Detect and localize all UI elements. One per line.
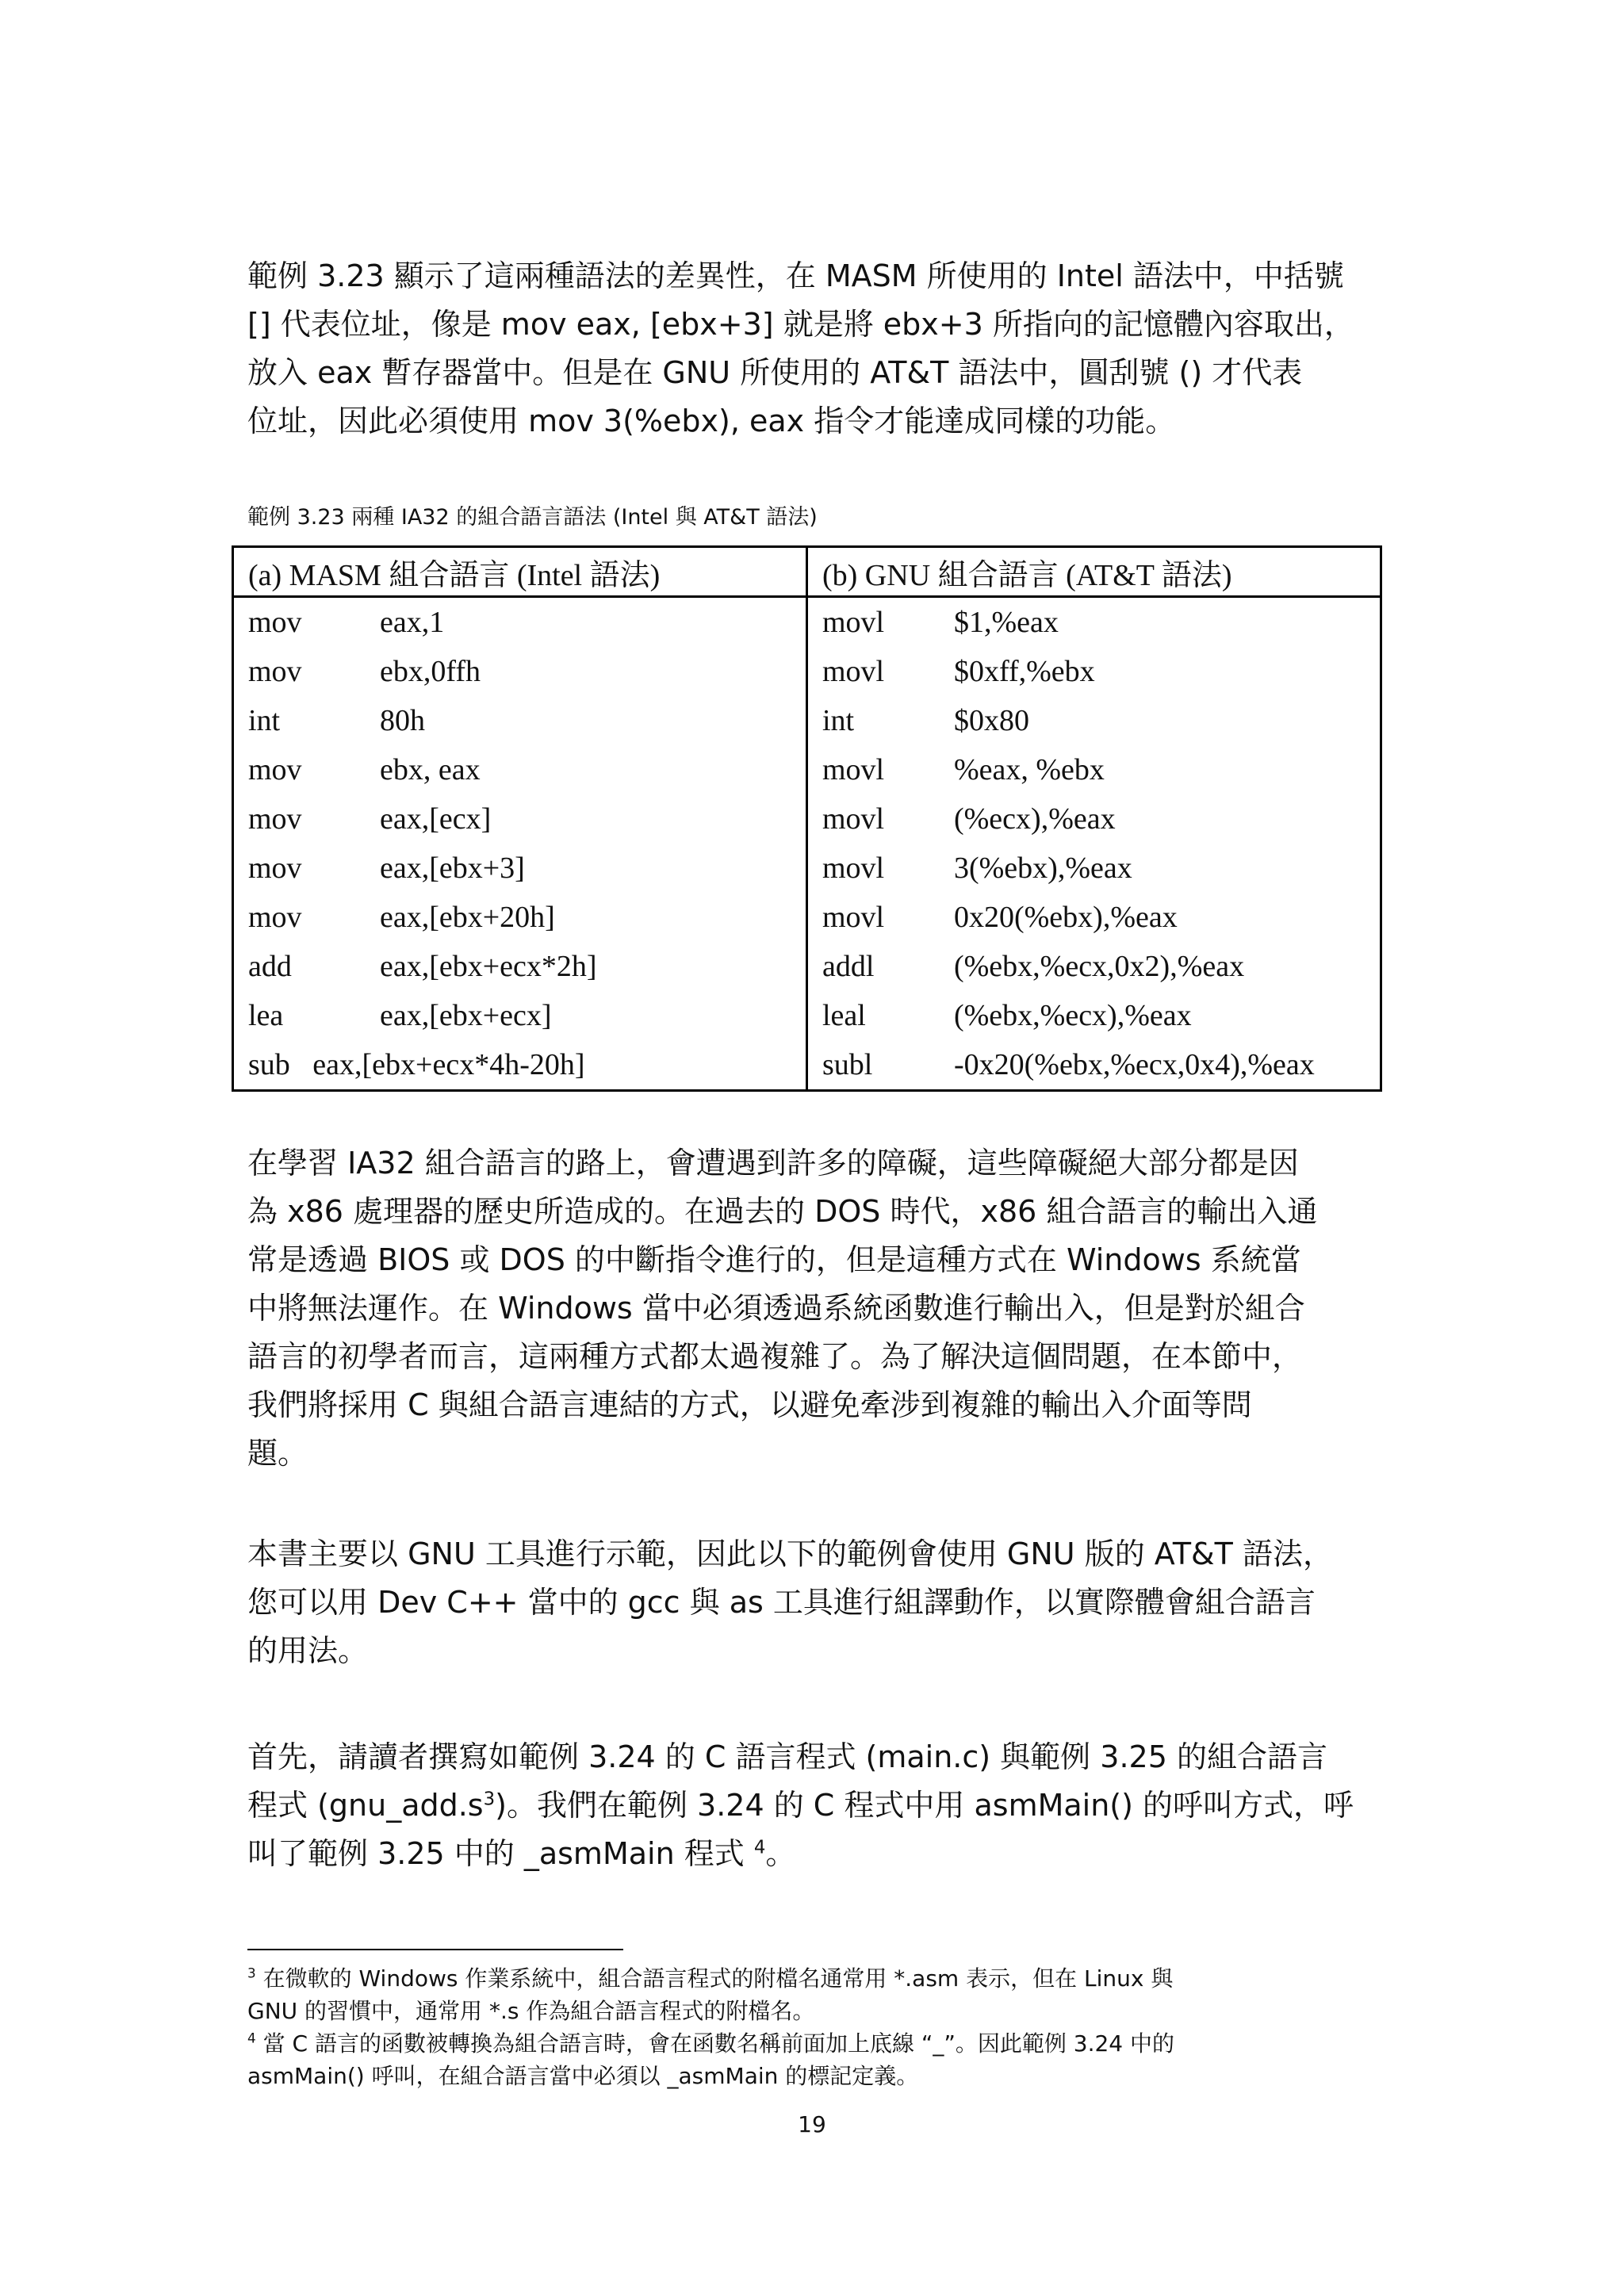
masm-cell	[233, 991, 807, 1040]
syntax-comparison-table	[232, 545, 1382, 1092]
paragraph-line: [] 代表位址，像是 mov eax, [ebx+3] 就是將 ebx+3 所指向的記憶體內容取出，	[247, 307, 1354, 342]
masm-args: ebx,0ffh	[380, 655, 481, 688]
footnote-3	[247, 1962, 1389, 2027]
table-header-row	[233, 547, 1381, 597]
paragraph-line: 首先，請讀者撰寫如範例 3.24 的 C 語言程式 (main.c) 與範例 3.25 的組合語言	[247, 1739, 1327, 1774]
text-segment: )。我們在範例 3.24 的 C 程式中用 asmMain() 的呼叫方式，呼	[495, 1788, 1354, 1823]
gnu-op: movl	[822, 606, 885, 639]
table-row	[233, 893, 1381, 942]
masm-op: add	[248, 950, 292, 983]
footnote-divider	[247, 1949, 623, 1950]
footnote-line	[247, 2027, 1389, 2060]
masm-args: eax,1	[380, 606, 445, 639]
gnu-args: 3(%ebx),%eax	[954, 851, 1132, 885]
paragraph-line: 中將無法運作。在 Windows 當中必須透過系統函數進行輸出入，但是對於組合	[247, 1291, 1305, 1326]
masm-args: eax,[ebx+3]	[380, 851, 525, 885]
gnu-args: $0xff,%ebx	[954, 655, 1095, 688]
footnote-text: 在微軟的 Windows 作業系統中，組合語言程式的附檔名通常用 *.asm 表示，但在 Linux 與	[255, 1965, 1174, 1992]
masm-op: lea	[248, 999, 284, 1032]
page-number: 19	[798, 2111, 826, 2137]
paragraph-line: 為 x86 處理器的歷史所造成的。在過去的 DOS 時代，x86 組合語言的輸出入通	[247, 1194, 1318, 1229]
masm-args: ebx, eax	[380, 753, 481, 786]
gnu-args: (%ebx,%ecx,0x2),%eax	[954, 950, 1245, 983]
paragraph-line: 常是透過 BIOS 或 DOS 的中斷指令進行的，但是這種方式在 Windows 系統當	[247, 1242, 1301, 1277]
gnu-op: int	[822, 704, 855, 737]
gnu-cell	[807, 942, 1381, 991]
masm-instruction: sub eax,[ebx+ecx*4h-20h]	[248, 1048, 585, 1081]
table-row	[233, 794, 1381, 844]
gnu-args: 0x20(%ebx),%eax	[954, 901, 1178, 934]
table-row	[233, 942, 1381, 991]
paragraph-line: 範例 3.23 顯示了這兩種語法的差異性，在 MASM 所使用的 Intel 語法中，中括號	[247, 258, 1344, 293]
masm-cell	[233, 597, 807, 648]
paragraph-syntax-difference	[247, 252, 1389, 446]
gnu-op: movl	[822, 901, 885, 934]
gnu-cell	[807, 893, 1381, 942]
gnu-op: subl	[822, 1048, 873, 1081]
footnote-mark: 3	[247, 1965, 256, 1981]
gnu-cell	[807, 1040, 1381, 1091]
gnu-op: addl	[822, 950, 875, 983]
paragraph-line: 位址，因此必須使用 mov 3(%ebx), eax 指令才能達成同樣的功能。	[247, 404, 1176, 438]
masm-op: mov	[248, 606, 302, 639]
gnu-op: movl	[822, 655, 885, 688]
paragraph-line: 題。	[247, 1436, 308, 1471]
gnu-args: (%ecx),%eax	[954, 802, 1116, 836]
masm-cell	[233, 844, 807, 893]
gnu-cell	[807, 991, 1381, 1040]
footnote-mark: 4	[247, 2030, 256, 2046]
masm-op: mov	[248, 802, 302, 836]
masm-cell	[233, 794, 807, 844]
table-row	[233, 844, 1381, 893]
paragraph-line: 您可以用 Dev C++ 當中的 gcc 與 as 工具進行組譯動作，以實際體會組合語言	[247, 1585, 1316, 1620]
gnu-cell	[807, 745, 1381, 794]
table-row	[233, 597, 1381, 648]
footnote-text: 當 C 語言的函數被轉換為組合語言時，會在函數名稱前面加上底線 “_”。因此範例 3.24 中的	[255, 2030, 1175, 2057]
paragraph-line	[247, 1830, 1389, 1878]
masm-cell	[233, 745, 807, 794]
paragraph-line: 我們將採用 C 與組合語言連結的方式，以避免牽涉到複雜的輸出入介面等問	[247, 1387, 1252, 1422]
gnu-cell	[807, 647, 1381, 696]
masm-args: eax,[ebx+20h]	[380, 901, 555, 934]
masm-op: mov	[248, 851, 302, 885]
text-segment: 。	[765, 1836, 796, 1871]
gnu-op: leal	[822, 999, 866, 1032]
masm-args: eax,[ebx+ecx]	[380, 999, 552, 1032]
masm-op: mov	[248, 901, 302, 934]
masm-cell	[233, 1040, 807, 1091]
masm-cell	[233, 942, 807, 991]
paragraph-line: 的用法。	[247, 1633, 369, 1668]
text-segment: 叫了範例 3.25 中的 _asmMain 程式	[247, 1836, 754, 1871]
paragraph-ia32-obstacles	[247, 1139, 1389, 1478]
masm-args: eax,[ebx+ecx*2h]	[380, 950, 597, 983]
masm-op: mov	[248, 655, 302, 688]
masm-cell	[233, 647, 807, 696]
gnu-cell	[807, 597, 1381, 648]
paragraph-line: 在學習 IA32 組合語言的路上，會遭遇到許多的障礙，這些障礙絕大部分都是因	[247, 1146, 1299, 1181]
table-row	[233, 696, 1381, 745]
gnu-args: (%ebx,%ecx),%eax	[954, 999, 1192, 1032]
masm-cell	[233, 893, 807, 942]
footnote-line: asmMain() 呼叫，在組合語言當中必須以 _asmMain 的標記定義。	[247, 2063, 919, 2089]
header-masm: (a) MASM 組合語言 (Intel 語法)	[233, 547, 807, 597]
header-gnu: (b) GNU 組合語言 (AT&T 語法)	[807, 547, 1381, 597]
gnu-op: movl	[822, 802, 885, 836]
footnote-line: GNU 的習慣中，通常用 *.s 作為組合語言程式的附檔名。	[247, 1998, 815, 2024]
gnu-op: movl	[822, 851, 885, 885]
masm-args: eax,[ecx]	[380, 802, 492, 836]
masm-cell	[233, 696, 807, 745]
table-row	[233, 745, 1381, 794]
gnu-cell	[807, 696, 1381, 745]
gnu-cell	[807, 794, 1381, 844]
footnote-ref: 4	[753, 1837, 766, 1858]
masm-op: int	[248, 704, 281, 737]
gnu-args: $1,%eax	[954, 606, 1059, 639]
table-row	[233, 991, 1381, 1040]
text-segment: 程式 (gnu_add.s	[247, 1788, 484, 1823]
masm-op: mov	[248, 753, 302, 786]
footnote-ref: 3	[483, 1789, 496, 1810]
paragraph-line	[247, 1781, 1389, 1830]
paragraph-line: 本書主要以 GNU 工具進行示範，因此以下的範例會使用 GNU 版的 AT&T 語法，	[247, 1536, 1333, 1571]
gnu-cell	[807, 844, 1381, 893]
paragraph-gnu-tools	[247, 1530, 1389, 1675]
paragraph-line: 語言的初學者而言，這兩種方式都太過複雜了。為了解決這個問題，在本節中，	[247, 1339, 1303, 1374]
masm-args: 80h	[380, 704, 425, 737]
gnu-args: %eax, %ebx	[954, 753, 1105, 786]
table-caption: 範例 3.23 兩種 IA32 的組合語言語法 (Intel 與 AT&T 語法)	[247, 505, 818, 530]
paragraph-example-intro	[247, 1733, 1389, 1878]
table-row	[233, 647, 1381, 696]
gnu-args: -0x20(%ebx,%ecx,0x4),%eax	[954, 1048, 1315, 1081]
gnu-args: $0x80	[954, 704, 1029, 737]
footnote-4	[247, 2027, 1389, 2092]
paragraph-line: 放入 eax 暫存器當中。但是在 GNU 所使用的 AT&T 語法中，圓刮號 () 才代表	[247, 355, 1303, 390]
table-row	[233, 1040, 1381, 1091]
footnote-line	[247, 1962, 1389, 1995]
gnu-op: movl	[822, 753, 885, 786]
